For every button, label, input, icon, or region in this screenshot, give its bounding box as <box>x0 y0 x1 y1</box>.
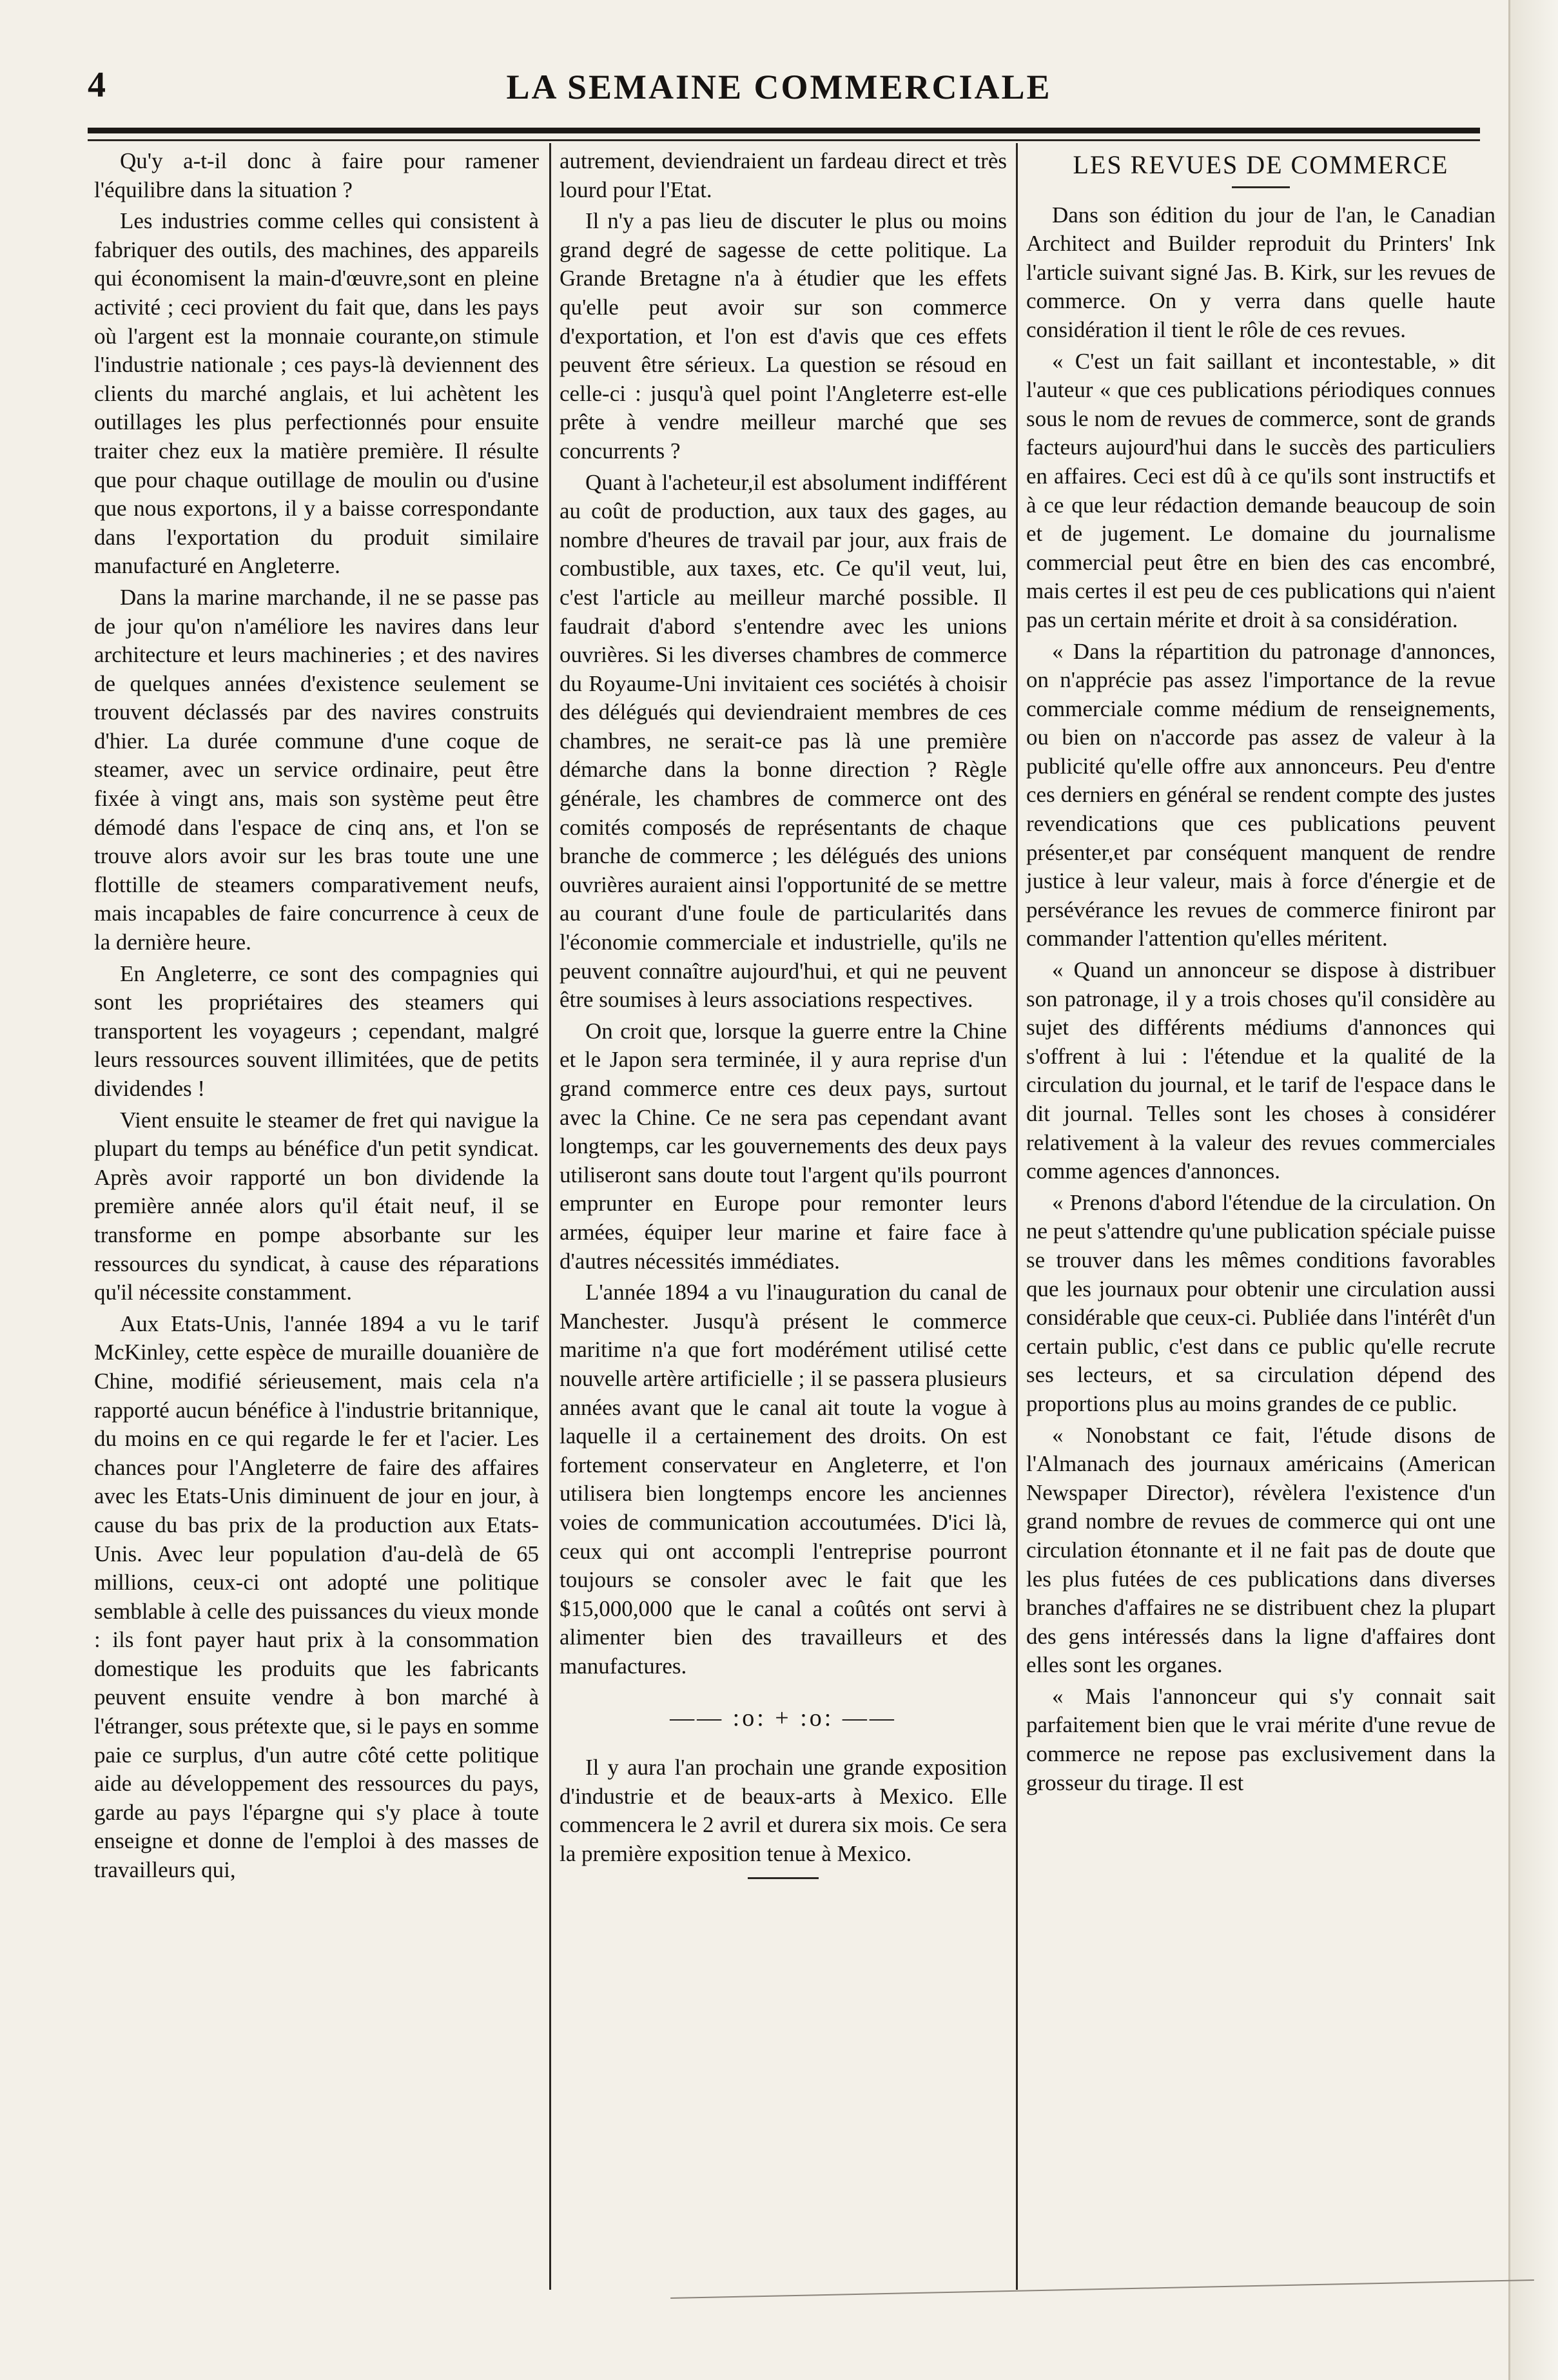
section-heading: LES REVUES DE COMMERCE <box>1073 150 1449 179</box>
left-paragraph: Dans la marine marchande, il ne se passe pas de jour qu'on n'améliore les navires dans leur architecture et leurs machineries ; et des navires de quelques années d'existence seulement se trouvent déclassés par des navires construits d'hier. La durée commune d'une coque de steamer, avec un service ordinaire, peut être fixée à vingt ans, mais son système peut être démodé dans l'espace de cinq ans, et l'on se trouve alors avoir sur les bras toute une une flottille de steamers comparativement neufs, mais incapables de faire concurrence à ceux de la dernière heure. <box>94 584 539 955</box>
middle-paragraph: Quant à l'acheteur,il est absolument indifférent au coût de production, aux taux des gages, au nombre d'heures de travail par jour, aux frais de combustible, aux taxes, etc. Ce qu'il veut, lui, c'est l'article au meilleur marché possible. Il faudrait d'abord s'entendre avec les unions ouvrières. Si les diverses chambres de commerce du Royaume-Uni invitaient ces sociétés à choisir des délégués qui deviendraient membres de ces chambres, ne serait-ce pas là une première démarche dans la bonne direction ? Règle générale, les chambres de commerce ont des comités composés de représentants de chaque branche de commerce ; les délégués des unions ouvrières auraient ainsi l'opportunité de se mettre au courant d'une foule de particularités dans l'économie commerciale et industrielle, qu'ils ne peuvent connaître aujourd'hui, et qui ne peuvent être soumises à leurs associations respectives. <box>560 469 1007 1013</box>
right-paragraph: Dans son édition du jour de l'an, le Canadian Architect and Builder reproduit du Printers' Ink l'article suivant signé Jas. B. Kirk, sur les revues de commerce. On y verra dans quelle haute considération il tient le rôle de ces revues. <box>1026 202 1495 342</box>
column-divider-2 <box>1016 143 1018 2290</box>
heading-rule <box>1232 186 1290 188</box>
left-paragraph: Qu'y a-t-il donc à faire pour ramener l'équilibre dans la situation ? <box>94 148 539 202</box>
right-paragraph: « Prenons d'abord l'étendue de la circulation. On ne peut s'attendre qu'une publication spéciale puisse se trouver dans les mêmes conditions favorables que les journaux pour obtenir une circulation aussi considérable que ceux-ci. Publiée dans l'intérêt d'un certain public, c'est dans ce public qu'elle recrute ses lecteurs, et sa circulation dépend des proportions plus au moins grandes de ce public. <box>1026 1189 1495 1416</box>
middle-paragraph: Il n'y a pas lieu de discuter le plus ou moins grand degré de sagesse de cette politique. La Grande Bretagne n'a à étudier que les effets qu'elle peut avoir sur son commerce d'exportation, et l'on est d'avis que ces effets peuvent être sérieux. La question se résoud en celle-ci : jusqu'à quel point l'Angleterre est-elle prête à vendre meilleur marché que ses concurrents ? <box>560 208 1007 463</box>
masthead-title: LA SEMAINE COMMERCIALE <box>506 68 1052 106</box>
header-rule-thin <box>88 139 1480 141</box>
right-paragraph: « Quand un annonceur se dispose à distribuer son patronage, il y a trois choses qu'il considère au sujet des différents médiums d'annonces qui s'offrent à lui : l'étendue et la qualité de la circulation du journal, et le tarif de l'espace dans le dit journal. Telles sont les choses à considérer relativement à la valeur des revues commerciales comme agences d'annonces. <box>1026 957 1495 1184</box>
column-right <box>1026 147 1495 1800</box>
left-paragraph: Vient ensuite le steamer de fret qui navigue la plupart du temps au bénéfice d'un petit syndicat. Après avoir rapporté un bon dividende la première année alors qu'il était neuf, il se transforme en pompe absorbante sur les ressources du syndicat, à cause des réparations qu'il nécessite constamment. <box>94 1107 539 1305</box>
adjacent-page-edge <box>1508 0 1558 2380</box>
exposition-notice: Il y aura l'an prochain une grande exposition d'industrie et de beaux-arts à Mexico. Elle commencera le 2 avril et durera six mois. Ce sera la première exposition tenue à Mexico. <box>560 1755 1007 1866</box>
middle-paragraph: autrement, deviendraient un fardeau direct et très lourd pour l'Etat. <box>560 148 1007 202</box>
right-paragraph: « Dans la répartition du patronage d'annonces, on n'apprécie pas assez l'importance de la revue commerciale comme médium de renseignements, ou bien on n'accorde pas assez de valeur à la publicité qu'elle offre aux annonceurs. Peu d'entre ces derniers en général se rendent compte des justes revendications que ces publications peuvent présenter,et par conséquent manquent de rendre justice à leur valeur, mais à force d'énergie et de persévérance les revues de commerce finiront par commander l'attention qu'elles méritent. <box>1026 638 1495 951</box>
left-paragraph: Les industries comme celles qui consistent à fabriquer des outils, des machines, des appareils qui économisent la main-d'œuvre,sont en pleine activité ; ceci provient du fait que, dans les pays où l'argent est la monnaie courante,on stimule l'industrie nationale ; ces pays-là deviennent des clients du marché anglais, et lui achètent les outillages les plus perfectionnés pour ensuite traiter chez eux la matière première. Il résulte que pour chaque outillage de moulin ou d'usine que nous exportons, il y a baisse correspondante dans l'exportation du produit similaire manufacturé en Angleterre. <box>94 208 539 579</box>
left-paragraph: En Angleterre, ce sont des compagnies qui sont les propriétaires des steamers qui transportent les voyageurs ; cependant, malgré leurs ressources souvent illimitées, que de petits dividendes ! <box>94 961 539 1101</box>
column-left <box>94 147 539 1887</box>
middle-paragraph: On croit que, lorsque la guerre entre la Chine et le Japon sera terminée, il y aura reprise d'un grand commerce entre ces deux pays, surtout avec la Chine. Ce ne sera pas cependant avant longtemps, car les gouvernements des deux pays utiliseront sans doute tout l'argent qu'ils pourront emprunter en Europe pour remonter leurs armées, équiper leur marine et faire face à d'autres nécessités immédiates. <box>560 1018 1007 1274</box>
right-paragraph: « Nonobstant ce fait, l'étude disons de l'Almanach des journaux américains (American Newspaper Director), révèlera l'existence d'un grand nombre de revues de commerce qui ont une circulation étonnante et il ne fait pas de doute que les plus futées de ces publications dans diverses branches d'affaires ne se distribuent chez la plupart des gens intéressés dans la ligne d'affaires dont elles sont les organes. <box>1026 1422 1495 1678</box>
column-middle <box>560 147 1007 1879</box>
right-paragraph: « Mais l'annonceur qui s'y connait sait parfaitement bien que le vrai mérite d'une revue de commerce ne repose pas exclusivement dans la grosseur du tirage. Il est <box>1026 1683 1495 1795</box>
page-number: 4 <box>88 65 106 105</box>
column-divider-1 <box>549 143 551 2290</box>
header-rule-thick <box>88 128 1480 133</box>
section-separator: —— :o: + :o: —— <box>670 1704 897 1732</box>
middle-paragraph: L'année 1894 a vu l'inauguration du canal de Manchester. Jusqu'à présent le commerce maritime n'a que fort modérément utilisé cette nouvelle artère artificielle ; il se passera plusieurs années avant que le canal ait toute la vogue à laquelle il a certainement des droits. On est fortement conservateur en Angleterre, et l'on utilisera bien longtemps encore les anciennes voies de communication accoutumées. D'ici là, ceux qui ont accompli l'entreprise pourront toujours se consoler avec le fait que les $15,000,000 que le canal a coûtés ont servi à alimenter bien des travailleurs et des manufactures. <box>560 1280 1007 1679</box>
page-bottom-edge-line <box>670 2279 1534 2299</box>
left-paragraph: Aux Etats-Unis, l'année 1894 a vu le tarif McKinley, cette espèce de muraille douanière de Chine, modifié sérieusement, mais cela n'a rapporté aucun bénéfice à l'industrie britannique, du moins en ce qui regarde le fer et l'acier. Les chances pour l'Angleterre de faire des affaires avec les Etats-Unis diminuent de jour en jour, à cause du bas prix de la production aux Etats-Unis. Avec leur population d'au-delà de 65 millions, ceux-ci ont adopté une politique semblable à celle des puissances du vieux monde : ils font payer haut prix à la consommation domestique les produits que les fabricants peuvent ensuite vendre à bon marché à l'étranger, sous prétexte que, si le pays en somme paie ce surplus, d'un autre côté cette politique aide au développement des ressources du pays, garde au pays l'épargne qui s'y place à toute enseigne et donne de l'emploi à des masses de travailleurs qui, <box>94 1311 539 1883</box>
right-paragraph: « C'est un fait saillant et incontestable, » dit l'auteur « que ces publications périodiques connues sous le nom de revues de commerce, sont de grands facteurs aujourd'hui dans le succès des particuliers en affaires. Ceci est dû à ce qu'ils sont instructifs et à ce que leur rédaction demande beaucoup de soin et de jugement. Le domaine du journalisme commercial peut être en bien des cas encombré, mais certes il est peu de ces publications qui n'aient pas un certain mérite et droit à sa considération. <box>1026 348 1495 632</box>
end-rule <box>748 1877 819 1879</box>
